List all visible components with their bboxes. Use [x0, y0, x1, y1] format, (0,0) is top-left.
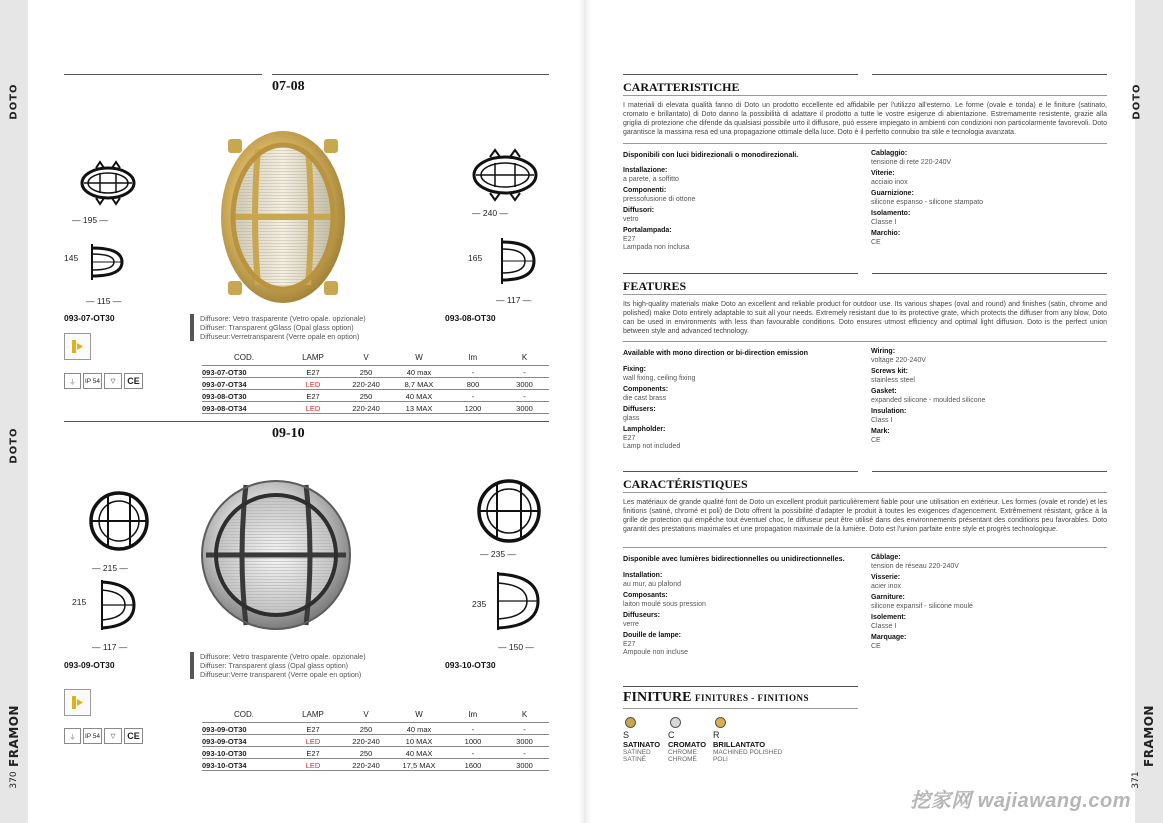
cell: 3000	[500, 378, 549, 390]
rule	[623, 74, 858, 75]
cell: 220-240	[340, 402, 392, 414]
spec-value: Class I	[871, 416, 893, 424]
spec-table-07-08	[202, 352, 549, 414]
table-header-row	[202, 709, 549, 723]
spec-value: laiton moulé sous pression	[623, 600, 706, 608]
cell: -	[500, 366, 549, 378]
dim-width-07: — 195 —	[72, 215, 108, 225]
cell: 1600	[446, 759, 500, 771]
spec-value: silicone expansif - silicone moulé	[871, 602, 973, 610]
spec-value: glass	[623, 414, 640, 422]
cell: 10 MAX	[392, 735, 446, 747]
spec-item	[623, 406, 853, 423]
table-row	[202, 735, 549, 747]
col-k: K	[521, 710, 528, 719]
spec-item	[871, 368, 1107, 385]
finish-letter: R	[713, 730, 720, 740]
spec-value: acier inox	[871, 582, 901, 590]
spec-key: Garniture:	[871, 594, 905, 601]
dim-depth-07: — 115 —	[86, 296, 122, 306]
dim-width-10: — 235 —	[480, 549, 516, 559]
table-row	[202, 402, 549, 414]
ip-rating-badge: IP 54	[83, 373, 102, 389]
cell: -	[446, 747, 500, 759]
spec-item	[871, 408, 1107, 425]
col-lamp: LAMP	[302, 710, 324, 719]
col-k: K	[521, 353, 528, 362]
spec-item	[871, 210, 1107, 227]
spec-item	[871, 574, 1107, 591]
rule	[623, 341, 1107, 342]
fr-emission-note: Disponible avec lumières bidirectionnelles ou unidirectionnelles.	[623, 554, 845, 563]
col-cod: COD.	[234, 353, 254, 362]
spec-item	[871, 594, 1107, 611]
spec-item	[871, 348, 1107, 365]
cell: 093-09-OT34	[202, 735, 286, 747]
dim-width-09: — 215 —	[92, 563, 128, 573]
page-number-left: 370	[9, 771, 19, 789]
finish-brillantato	[713, 717, 803, 763]
spec-value: CE	[871, 436, 881, 444]
spec-value: pressofusione di ottone	[623, 195, 696, 203]
spec-value: a parete, a soffitto	[623, 175, 679, 183]
spec-item	[623, 207, 853, 224]
spec-value: CE	[871, 642, 881, 650]
col-lm: lm	[468, 710, 478, 719]
spec-value: stainless steel	[871, 376, 915, 384]
spec-item	[871, 614, 1107, 631]
spec-key: Installazione:	[623, 167, 668, 174]
cell: E27	[286, 723, 340, 735]
ce-mark-icon: CE	[124, 728, 143, 744]
spec-item	[623, 592, 853, 609]
spec-key: Câblage:	[871, 554, 901, 561]
earth-symbol-icon: ⏚	[64, 373, 81, 389]
spec-value: Classe I	[871, 218, 897, 226]
spec-item	[623, 227, 853, 253]
spec-key: Diffusori:	[623, 207, 655, 214]
spec-value: CE	[871, 238, 881, 246]
cell: 250	[340, 747, 392, 759]
spec-value: E27	[623, 235, 636, 243]
spec-value: voltage 220-240V	[871, 356, 926, 364]
spec-key: Cablaggio:	[871, 150, 908, 157]
spec-key: Visserie:	[871, 574, 901, 581]
page-number-right: 371	[1131, 771, 1141, 789]
finish-name-it: BRILLANTATO	[713, 740, 766, 749]
right-gutter-label: DOTO	[1131, 83, 1143, 120]
oval-front-drawing-08	[470, 146, 540, 204]
spec-key: Diffuseurs:	[623, 612, 660, 619]
fr-title: CARACTÉRISTIQUES	[623, 477, 748, 491]
col-cod: COD.	[234, 710, 254, 719]
product-code-07: 093-07-OT30	[64, 313, 115, 323]
finish-name-en: SATINED	[623, 749, 651, 756]
cell: 17,5 MAX	[392, 759, 446, 771]
spec-value: vetro	[623, 215, 639, 223]
col-v: V	[363, 710, 369, 719]
col-lamp: LAMP	[302, 353, 324, 362]
spec-value: Ampoule non incluse	[623, 649, 688, 656]
cell: LED	[286, 378, 340, 390]
finish-name-fr: CHROMÉ	[668, 756, 697, 763]
spec-item	[623, 632, 853, 658]
cell: 40 MAX	[392, 390, 446, 402]
cell: 093-10-OT34	[202, 759, 286, 771]
dim-height-10: 235	[472, 599, 487, 609]
cell: 40 MAX	[392, 747, 446, 759]
rule	[623, 294, 1107, 295]
ip-rating-badge: IP 54	[83, 728, 102, 744]
rule	[64, 421, 549, 422]
spec-key: Componenti:	[623, 187, 667, 194]
spec-key: Insulation:	[871, 408, 907, 415]
table-row	[202, 366, 549, 378]
section-title-09-10: 09-10	[272, 426, 305, 441]
triangle-v-icon: ▽	[104, 373, 122, 389]
earth-symbol-icon: ⏚	[64, 728, 81, 744]
dim-depth-08: — 117 —	[496, 295, 532, 305]
finish-letter: C	[668, 730, 675, 740]
cell: -	[500, 747, 549, 759]
rule	[623, 471, 858, 472]
diffuser-en: Diffuser: Transparent glass (Opal glass option)	[200, 661, 349, 670]
spec-table-09-10	[202, 709, 549, 771]
cell: E27	[286, 366, 340, 378]
en-emission-note: Available with mono direction or bi-direction emission	[623, 348, 809, 357]
dim-height-09: 215	[72, 597, 87, 607]
rule	[872, 273, 1107, 274]
dim-height-07: 145	[64, 253, 79, 263]
rule	[623, 708, 858, 709]
spec-value: acciaio inox	[871, 178, 908, 186]
fr-specs-left	[623, 572, 853, 658]
spec-key: Diffusers:	[623, 406, 656, 413]
rule	[623, 143, 1107, 144]
spec-key: Screws kit:	[871, 368, 908, 375]
it-specs-right	[871, 150, 1107, 247]
oval-side-drawing-08	[498, 234, 538, 288]
finishes-subtitle: FINITURES - FINITIONS	[694, 693, 809, 703]
spec-item	[623, 612, 853, 629]
cell: -	[500, 723, 549, 735]
col-w: W	[415, 353, 423, 362]
cell: 250	[340, 366, 392, 378]
table-row	[202, 723, 549, 735]
cell: 093-08-OT30	[202, 390, 286, 402]
round-side-drawing-09	[98, 576, 138, 634]
spec-value: E27	[623, 640, 636, 648]
section-title-07-08: 07-08	[272, 79, 305, 94]
table-row	[202, 747, 549, 759]
cell: 093-08-OT34	[202, 402, 286, 414]
product-code-09: 093-09-OT30	[64, 660, 115, 670]
finish-name-en: CHROME	[668, 749, 697, 756]
oval-front-drawing-07	[78, 158, 138, 208]
finishes-title-main: FINITURE	[623, 690, 692, 705]
dim-depth-09: — 117 —	[92, 642, 128, 652]
col-lm: lm	[468, 353, 478, 362]
cell: -	[446, 390, 500, 402]
dim-height-08: 165	[468, 253, 483, 263]
diffuser-note-09-10	[190, 652, 366, 679]
spec-value: au mur, au plafond	[623, 580, 681, 588]
col-v: V	[363, 353, 369, 362]
cell: 093-09-OT30	[202, 723, 286, 735]
cell: 093-10-OT30	[202, 747, 286, 759]
spec-value: tensione di rete 220-240V	[871, 158, 952, 166]
brass-oval-lamp-photo	[208, 125, 358, 310]
en-specs-right	[871, 348, 1107, 445]
left-gutter-label: DOTO	[8, 83, 20, 120]
cell: 220-240	[340, 378, 392, 390]
dim-depth-10: — 150 —	[498, 642, 534, 652]
spec-item	[871, 554, 1107, 571]
table-row	[202, 759, 549, 771]
finish-name-fr: SATINÉ	[623, 756, 646, 763]
brand-logo-left: FRAMON	[7, 705, 21, 767]
spec-value: expanded silicone - moulded silicone	[871, 396, 986, 404]
spec-item	[871, 388, 1107, 405]
cell: 40 max	[392, 723, 446, 735]
spec-key: Composants:	[623, 592, 668, 599]
spec-item	[871, 428, 1107, 445]
product-code-08: 093-08-OT30	[445, 313, 496, 323]
spec-key: Douille de lampe:	[623, 632, 681, 639]
spec-key: Portalampada:	[623, 227, 672, 234]
spec-item	[623, 426, 853, 452]
diffuser-fr: Diffuseur:Verretransparent (Verre opale en option)	[200, 332, 360, 341]
spec-key: Fixing:	[623, 366, 646, 373]
diffuser-fr: Diffuseur:Verre transparent (Verre opale en option)	[200, 670, 362, 679]
rule	[272, 74, 549, 75]
en-specs-left	[623, 366, 853, 452]
cell: 093-07-OT34	[202, 378, 286, 390]
finish-swatch-satinato	[625, 717, 636, 728]
rule	[623, 95, 1107, 96]
spec-value: tension de réseau 220-240V	[871, 562, 959, 570]
table-row	[202, 390, 549, 402]
spec-item	[871, 190, 1107, 207]
cell: 250	[340, 390, 392, 402]
cell: -	[446, 723, 500, 735]
cell: 3000	[500, 402, 549, 414]
col-w: W	[415, 710, 423, 719]
spec-key: Viterie:	[871, 170, 895, 177]
fr-specs-right	[871, 554, 1107, 651]
triangle-v-icon: ▽	[104, 728, 122, 744]
spec-value: wall fixing, ceiling fixing	[623, 374, 696, 382]
round-front-drawing-09	[86, 488, 152, 554]
round-front-drawing-10	[474, 476, 544, 546]
rule	[872, 74, 1107, 75]
spec-item	[623, 572, 853, 589]
cell: 13 MAX	[392, 402, 446, 414]
finishes-title	[623, 690, 809, 706]
rule	[872, 471, 1107, 472]
watermark: 挖家网 wajiawang.com	[910, 790, 1131, 812]
spec-key: Components:	[623, 386, 669, 393]
cell: 3000	[500, 735, 549, 747]
spec-value: Lamp not included	[623, 443, 681, 450]
spec-key: Isolement:	[871, 614, 907, 621]
cell: 8,7 MAX	[392, 378, 446, 390]
finish-swatch-brillantato	[715, 717, 726, 728]
cell: 093-07-OT30	[202, 366, 286, 378]
diffuser-it: Diffusore: Vetro trasparente (Vetro opale. opzionale)	[200, 652, 366, 661]
rule	[623, 686, 858, 687]
finish-name-it: CROMATO	[668, 740, 707, 749]
spec-item	[623, 366, 853, 383]
book-spine	[578, 0, 592, 823]
cell: LED	[286, 402, 340, 414]
cell: LED	[286, 759, 340, 771]
spec-item	[623, 167, 853, 184]
it-description: I materiali di elevata qualità fanno di Doto un prodotto eccellente ed affidabile per l'utilizzo all'esterno. Le forme (ovale e tonda) e le finiture (satinato, cromato e brillantato) di Doto danno la possibilità di adattare il prodotto a tutte le vostre esigenze di abientazione. Estremamente resistente, grazie alla griglia di protezione che difende da qualsiasi possibile urto il diffusore, può essere impiegato in ambienti con condizioni non particolarmente favorevoli. Doto garantisce la massima resa ed una propagazione ottimale della luce. Doto è il perfetto connubio tra stile e tecnologia avanzata.	[623, 102, 1107, 136]
finish-name-en: MACHINED POLISHED	[713, 749, 783, 756]
finish-letter: S	[623, 730, 630, 740]
it-title: CARATTERISTICHE	[623, 80, 740, 94]
spec-item	[623, 187, 853, 204]
spec-key: Isolamento:	[871, 210, 911, 217]
spec-value: die cast brass	[623, 394, 667, 402]
table-header-row	[202, 352, 549, 366]
en-title: FEATURES	[623, 279, 687, 293]
cell: 1000	[446, 735, 500, 747]
light-direction-icon	[64, 689, 91, 716]
cell: -	[500, 390, 549, 402]
spec-key: Marchio:	[871, 230, 901, 237]
it-specs-left	[623, 167, 853, 253]
spec-key: Mark:	[871, 428, 890, 435]
diffuser-note-07-08	[190, 314, 366, 341]
chrome-round-lamp-photo	[196, 470, 356, 640]
cell: E27	[286, 747, 340, 759]
diffuser-en: Diffuser: Transparent gGlass (Opal glass option)	[200, 323, 354, 332]
spec-item	[871, 150, 1107, 167]
ce-mark-icon: CE	[124, 373, 143, 389]
it-emission-note: Disponibili con luci bidirezionali o monodirezionali.	[623, 150, 799, 159]
spec-key: Marquage:	[871, 634, 907, 641]
en-description: Its high-quality materials make Doto an excellent and reliable product for outdoor use. Its various shapes (oval and round) and finishes (satin, chrome and polished) make Doto entirely adaptable to suit all your needs. Extremely resistant due to its protective grate, which protects the diffuser from any blow, Doto can be used in environments with less than favourable conditions. Doto ensures utmost efficiency and optimal light diffusion. Doto is the perfect union between style and advanced technology.	[623, 301, 1107, 335]
spec-value: Lampada non inclusa	[623, 244, 690, 251]
spec-value: Classe I	[871, 622, 897, 630]
round-side-drawing-10	[494, 568, 542, 634]
cell: 1200	[446, 402, 500, 414]
spec-value: E27	[623, 434, 636, 442]
spec-key: Lampholder:	[623, 426, 666, 433]
spec-item	[871, 230, 1107, 247]
fr-description: Les matériaux de grande qualité font de Doto un excellent produit particulièrement fiable pour une utilisation en extérieur. Les formes (ovale et ronde) et les finitions (satiné, chromé et poli) de Doto offrent la possibilité d'adapter le produit à toutes les exigences d'agencement. Extrêmement résistant, grâce à la grille de protection qui empêche tout éventuel choc, le diffuseur peut être utilisé dans des environnements présentant des conditions peu favorables. Doto garantit des prestations maximales et une propagation maximale de la lumière. Doto est l'union parfaite entre style et progrès technologique.	[623, 499, 1107, 533]
spec-value: silicone espanso - silicone stampato	[871, 198, 984, 206]
finish-name-it: SATINATO	[623, 740, 661, 749]
cell: 40 max	[392, 366, 446, 378]
spec-value: verre	[623, 620, 639, 628]
cell: 220-240	[340, 759, 392, 771]
cell: 3000	[500, 759, 549, 771]
table-row	[202, 378, 549, 390]
spec-item	[871, 170, 1107, 187]
rule	[64, 74, 262, 75]
spec-item	[623, 386, 853, 403]
oval-side-drawing-07	[88, 240, 126, 284]
cell: LED	[286, 735, 340, 747]
spec-item	[871, 634, 1107, 651]
left-gutter-label-2: DOTO	[8, 427, 20, 464]
spec-key: Wiring:	[871, 348, 896, 355]
brand-logo-right: FRAMON	[1142, 705, 1156, 767]
rule	[623, 547, 1107, 548]
cell: 800	[446, 378, 500, 390]
spec-key: Installation:	[623, 572, 663, 579]
finish-swatch-cromato	[670, 717, 681, 728]
diffuser-it: Diffusore: Vetro trasparente (Vetro opale. opzionale)	[200, 314, 366, 323]
finish-name-fr: POLI	[713, 756, 728, 763]
cell: 220-240	[340, 735, 392, 747]
product-code-10: 093-10-OT30	[445, 660, 496, 670]
spec-key: Gasket:	[871, 388, 897, 395]
cell: -	[446, 366, 500, 378]
spec-key: Guarnizione:	[871, 190, 914, 197]
cell: E27	[286, 390, 340, 402]
rule	[623, 273, 858, 274]
rule	[623, 492, 1107, 493]
cell: 250	[340, 723, 392, 735]
light-direction-icon	[64, 333, 91, 360]
dim-width-08: — 240 —	[472, 208, 508, 218]
